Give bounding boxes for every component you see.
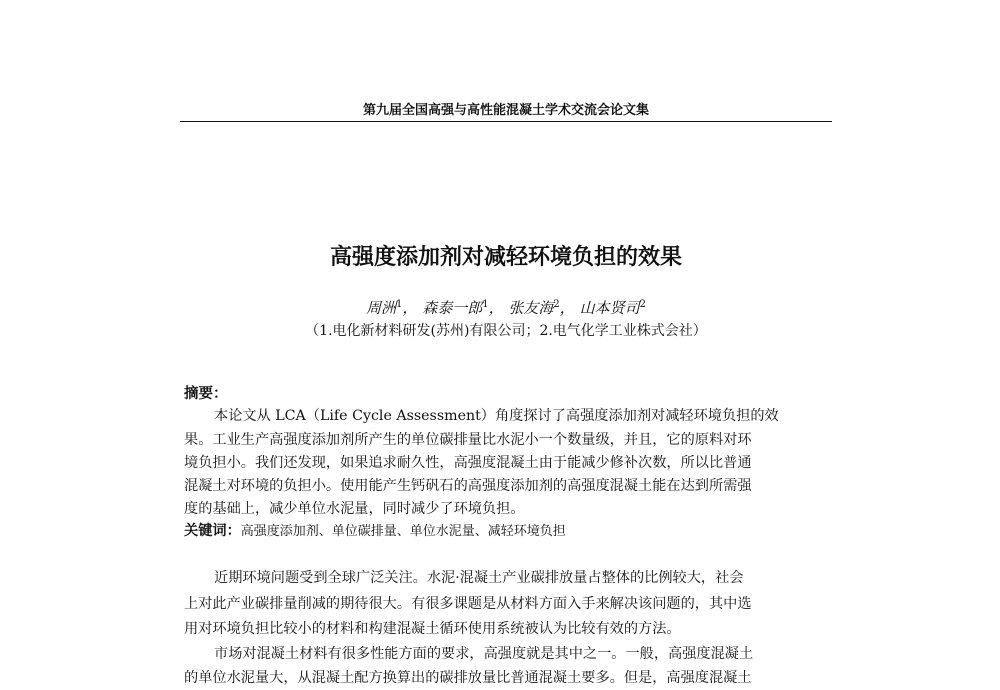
abstract-label: 摘要： — [184, 386, 228, 402]
header-rule — [180, 121, 832, 122]
paper-title: 高强度添加剂对减轻环境负担的效果 — [329, 245, 682, 270]
author-name: 山本贤司 — [579, 299, 640, 317]
author-name: 张友海 — [508, 299, 554, 317]
body-line: 用对环境负担比较小的材料和构建混凝土循环使用系统被认为比较有效的方法。 — [184, 621, 681, 637]
abstract-line: 混凝土对环境的负担小。使用能产生钙矾石的高强度添加剂的高强度混凝土能在达到所需强 — [184, 478, 752, 494]
author-name: 森泰一郎 — [422, 299, 483, 317]
author-separator: ， — [402, 299, 418, 317]
affiliations: （1.电化新材料研发(苏州)有限公司；2.电气化学工业株式会社） — [305, 323, 707, 339]
author-affiliation-mark: 1 — [396, 299, 403, 310]
keywords-label: 关键词： — [184, 523, 241, 539]
body-line: 近期环境问题受到全球广泛关注。水泥·混凝土产业碳排放量占整体的比例较大，社会 — [214, 570, 744, 586]
author-affiliation-mark: 2 — [639, 299, 646, 310]
keywords-text: 高强度添加剂、单位碳排量、单位水泥量、减轻环境负担 — [240, 524, 566, 539]
proceedings-header: 第九届全国高强与高性能混凝土学术交流会论文集 — [362, 103, 649, 118]
abstract-line: 本论文从 LCA（Life Cycle Assessment）角度探讨了高强度添加剂对减轻环境负担的效 — [214, 408, 779, 424]
body-line: 的单位水泥量大，从混凝土配方换算出的碳排放量比普通混凝土要多。但是，高强度混凝土 — [184, 670, 752, 686]
abstract-line: 果。工业生产高强度添加剂所产生的单位碳排量比水泥小一个数量级，并且，它的原料对环 — [184, 432, 752, 448]
keywords-row — [184, 519, 834, 544]
body-line: 上对此产业碳排量削减的期待很大。有很多课题是从材料方面入手来解决该问题的，其中选 — [184, 596, 752, 612]
author-name: 周洲 — [366, 299, 397, 317]
author-separator: ， — [559, 299, 575, 317]
abstract-line: 境负担小。我们还发现，如果追求耐久性，高强度混凝土由于能减少修补次数，所以比普通 — [184, 455, 752, 471]
abstract-line: 度的基础上，减少单位水泥量，同时减少了环境负担。 — [184, 501, 525, 517]
author-affiliation-mark: 2 — [553, 299, 560, 310]
author-affiliation-mark: 1 — [482, 299, 489, 310]
author-list — [180, 297, 832, 318]
body-line: 市场对混凝土材料有很多性能方面的要求，高强度就是其中之一。一般，高强度混凝土 — [214, 646, 754, 662]
author-separator: ， — [488, 299, 504, 317]
